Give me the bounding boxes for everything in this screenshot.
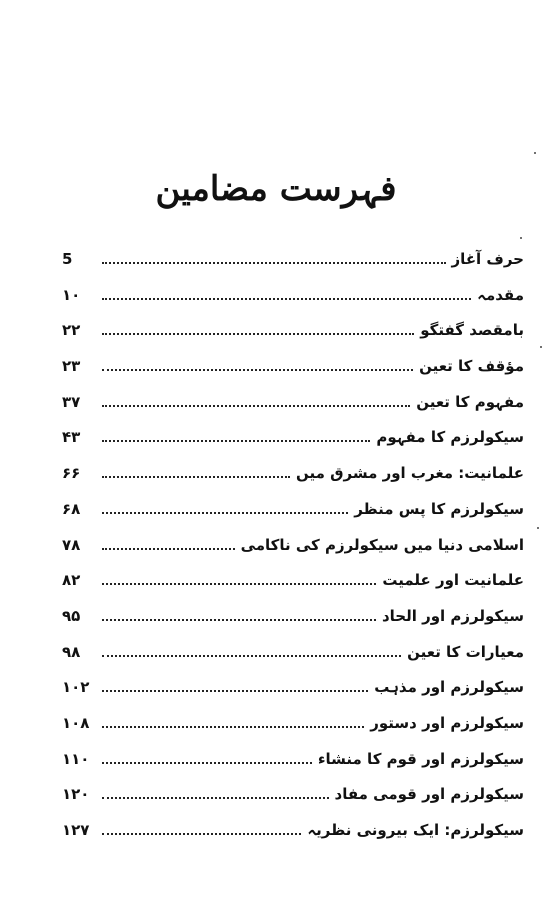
dot-leader [102,797,329,799]
toc-entry-page: ۱۰۲ [62,678,90,697]
toc-entry [62,819,524,855]
toc-entry [62,783,524,819]
toc-entry-title: سیکولرزم اور مذہب [374,678,524,697]
toc-entry-title: اسلامی دنیا میں سیکولرزم کی ناکامی [240,535,524,554]
toc-entry-page: ۶۶ [62,464,81,483]
dot-leader [102,262,446,264]
toc-entry-title: سیکولرزم اور دستور [370,713,524,732]
table-of-contents [62,248,524,855]
toc-entry-page: ۱۰۸ [62,713,90,732]
toc-entry [62,676,524,712]
toc-entry-title: سیکولرزم اور قومی مفاد [334,785,524,804]
toc-entry [62,748,524,784]
dot-leader [102,619,376,621]
toc-entry [62,355,524,391]
toc-entry-title: سیکولرزم اور قوم کا منشاء [317,749,524,768]
toc-entry-page: ۱۰ [62,285,81,304]
toc-entry-title: مقدمہ [477,285,524,304]
toc-entry [62,498,524,534]
dot-leader [102,512,348,514]
toc-entry-title: سیکولرزم: ایک بیرونی نظریہ [307,821,524,839]
toc-entry-title: سیکولرزم اور الحاد [381,606,524,625]
scan-speck [537,527,539,529]
dot-leader [102,655,401,657]
toc-entry-page: ۱۱۰ [62,749,90,768]
toc-entry [62,534,524,570]
toc-entry-page: 5 [62,250,73,268]
toc-entry-page: ۱۲۷ [62,821,90,839]
dot-leader [102,548,235,550]
dot-leader [102,690,368,692]
toc-entry [62,605,524,641]
toc-entry-page: ۲۲ [62,321,81,340]
dot-leader [102,833,301,835]
toc-entry-page: ۱۲۰ [62,785,90,804]
toc-entry-page: ۹۵ [62,606,81,625]
toc-entry-page: ۷۸ [62,535,81,554]
dot-leader [102,298,471,300]
scan-speck [534,152,536,154]
scan-speck [540,346,542,348]
dot-leader [102,726,364,728]
toc-entry-title: علمانیت اور علمیت [382,571,524,590]
dot-leader [102,369,413,371]
page-title: فہرست مضامین [155,169,397,209]
toc-entry [62,426,524,462]
toc-entry [62,569,524,605]
toc-entry-title: بامقصد گفتگو [420,321,524,340]
toc-entry [62,712,524,748]
toc-entry-title: مفہوم کا تعین [416,392,524,411]
toc-entry-title: مؤقف کا تعین [419,357,524,376]
toc-entry [62,248,524,284]
toc-entry [62,462,524,498]
dot-leader [102,583,376,585]
toc-entry [62,641,524,677]
dot-leader [102,405,410,407]
dot-leader [102,333,414,335]
toc-entry-page: ۴۳ [62,428,81,447]
toc-entry-title: سیکولرزم کا پس منظر [354,499,524,518]
dot-leader [102,762,312,764]
toc-entry-page: ۳۷ [62,392,81,411]
toc-entry-page: ۶۸ [62,499,81,518]
toc-entry-page: ۲۳ [62,357,81,376]
toc-entry-title: معیارات کا تعین [407,642,524,661]
toc-entry-title: حرف آغاز [451,250,524,268]
toc-entry-page: ۹۸ [62,642,81,661]
toc-entry [62,319,524,355]
scan-speck [520,237,522,239]
toc-entry-page: ۸۲ [62,571,81,590]
toc-entry [62,284,524,320]
dot-leader [102,476,290,478]
toc-entry [62,391,524,427]
toc-entry-title: سیکولرزم کا مفہوم [376,428,524,447]
toc-entry-title: علمانیت: مغرب اور مشرق میں [295,464,524,483]
dot-leader [102,440,370,442]
